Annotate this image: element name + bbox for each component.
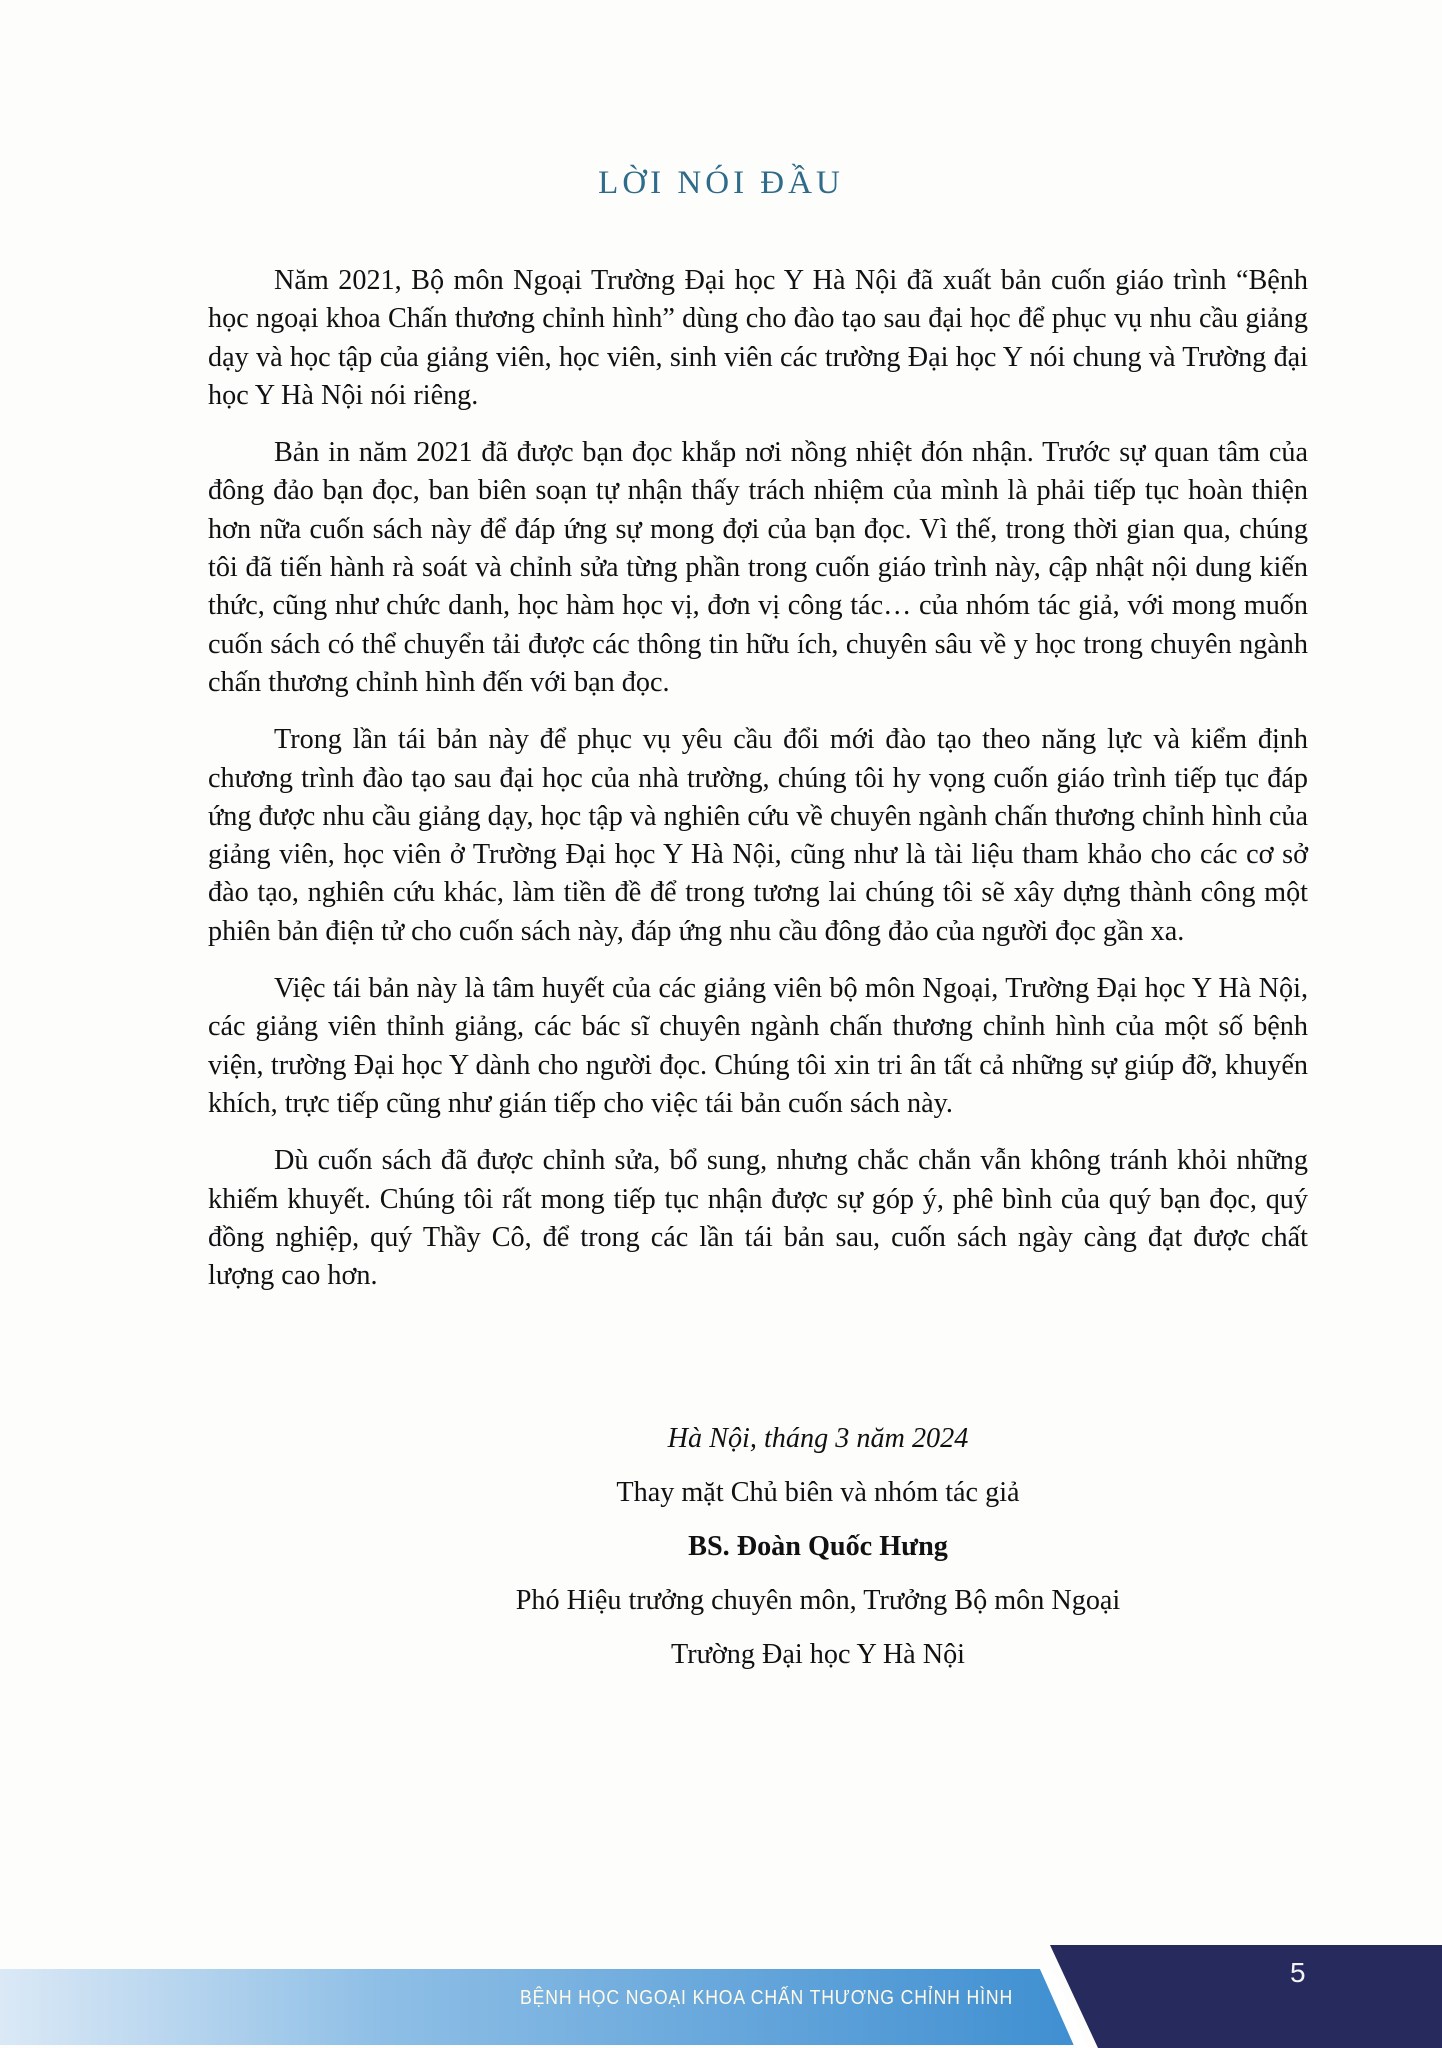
signature-organization: Trường Đại học Y Hà Nội bbox=[670, 1639, 966, 1670]
paragraph-3-text: Trong lần tái bản này để phục vụ yêu cầu đổi mới đào tạo theo năng lực và kiểm định chương trình đào tạo sau đại học của nhà trường, chúng tôi hy vọng cuốn giáo trình tiếp tục đáp ứng được nhu cầu giảng dạy, học tập và nghiên cứu về chuyên ngành chấn thương chỉnh hình của giảng viên, học viên ở Trường Đại học Y Hà Nội, cũng như là tài liệu tham khảo cho các cơ sở đào tạo, nghiên cứu khác, làm tiền đề để trong tương lai chúng tôi sẽ xây dựng thành công một phiên bản điện tử cho cuốn sách này, đáp ứng nhu cầu đông đảo của người đọc gần xa. bbox=[208, 724, 1308, 947]
footer-band-graphic bbox=[0, 1905, 1442, 2048]
paragraph-2 bbox=[208, 434, 1308, 702]
footer-book-title: BỆNH HỌC NGOẠI KHOA CHẤN THƯƠNG CHỈNH HÌNH bbox=[520, 1986, 1014, 2009]
page-title: LỜI NÓI ĐẦU bbox=[598, 165, 844, 201]
footer-band bbox=[0, 1905, 1442, 2048]
paragraph-4-text: Việc tái bản này là tâm huyết của các giảng viên bộ môn Ngoại, Trường Đại học Y Hà Nội, các giảng viên thỉnh giảng, các bác sĩ chuyên ngành chấn thương chỉnh hình của một số bệnh viện, trường Đại học Y dành cho người đọc. Chúng tôi xin tri ân tất cả những sự giúp đỡ, khuyến khích, trực tiếp cũng như gián tiếp cho việc tái bản cuốn sách này. bbox=[208, 973, 1308, 1119]
paragraph-3 bbox=[208, 721, 1308, 951]
paragraph-4 bbox=[208, 970, 1308, 1123]
paragraph-2-text: Bản in năm 2021 đã được bạn đọc khắp nơi nồng nhiệt đón nhận. Trước sự quan tâm của đông đảo bạn đọc, ban biên soạn tự nhận thấy trách nhiệm của mình là phải tiếp tục hoàn thiện hơn nữa cuốn sách này để đáp ứng sự mong đợi của bạn đọc. Vì thế, trong thời gian qua, chúng tôi đã tiến hành rà soát và chỉnh sửa từng phần trong cuốn giáo trình này, cập nhật nội dung kiến thức, cũng như chức danh, học hàm học vị, đơn vị công tác… của nhóm tác giả, với mong muốn cuốn sách có thể chuyển tải được các thông tin hữu ích, chuyên sâu về y học trong chuyên ngành chấn thương chỉnh hình đến với bạn đọc. bbox=[208, 437, 1308, 698]
paragraph-1 bbox=[208, 262, 1308, 415]
paragraph-5 bbox=[208, 1142, 1308, 1295]
signature-on-behalf: Thay mặt Chủ biên và nhóm tác giả bbox=[616, 1477, 1020, 1508]
page-number: 5 bbox=[1290, 1957, 1306, 1988]
signature-place-date: Hà Nội, tháng 3 năm 2024 bbox=[667, 1423, 969, 1454]
paragraph-1-text: Năm 2021, Bộ môn Ngoại Trường Đại học Y Hà Nội đã xuất bản cuốn giáo trình “Bệnh học ngoại khoa Chấn thương chỉnh hình” dùng cho đào tạo sau đại học để phục vụ nhu cầu giảng dạy và học tập của giảng viên, học viên, sinh viên các trường Đại học Y nói chung và Trường đại học Y Hà Nội nói riêng. bbox=[208, 265, 1308, 411]
preface-body bbox=[208, 262, 1308, 1314]
paragraph-5-text: Dù cuốn sách đã được chỉnh sửa, bổ sung, nhưng chắc chắn vẫn không tránh khỏi những khiếm khuyết. Chúng tôi rất mong tiếp tục nhận được sự góp ý, phê bình của quý bạn đọc, quý đồng nghiệp, quý Thầy Cô, để trong các lần tái bản sau, cuốn sách ngày càng đạt được chất lượng cao hơn. bbox=[208, 1145, 1308, 1292]
signature-name: BS. Đoàn Quốc Hưng bbox=[688, 1531, 948, 1562]
signature-position: Phó Hiệu trưởng chuyên môn, Trưởng Bộ môn Ngoại bbox=[515, 1585, 1121, 1616]
signature-block bbox=[208, 1412, 1308, 1682]
